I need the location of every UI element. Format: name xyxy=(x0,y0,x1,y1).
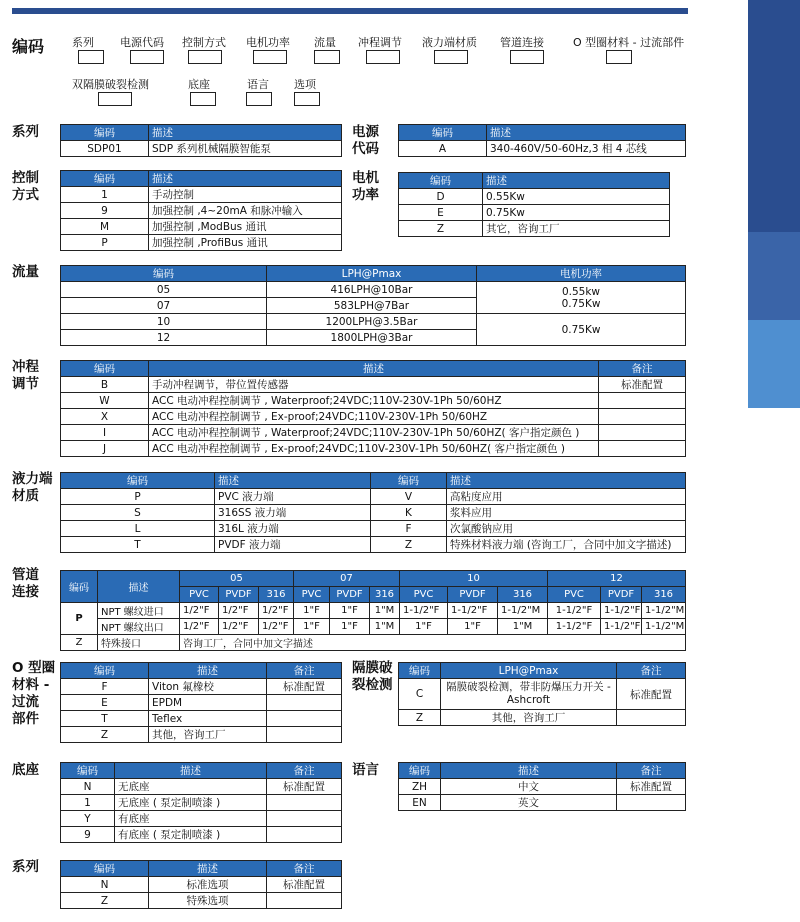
language-table xyxy=(398,762,686,811)
note-cell xyxy=(267,827,342,843)
code-cell: X xyxy=(61,409,149,425)
flow-rate-cell: 1200LPH@3.5Bar xyxy=(267,314,477,330)
option-label-flow: 流量 xyxy=(314,36,336,49)
sub-header-cell: PVC xyxy=(294,587,330,603)
header-cell: 描述 xyxy=(98,571,180,603)
table-row xyxy=(399,221,670,237)
table-row xyxy=(61,795,342,811)
code-cell: ZH xyxy=(399,779,441,795)
table-row xyxy=(61,377,686,393)
desc-cell: 其他，咨询工厂 xyxy=(149,727,267,743)
code-cell: L xyxy=(61,521,215,537)
table-row xyxy=(61,282,686,298)
note-cell xyxy=(599,393,686,409)
value-cell: 1-1/2"M xyxy=(642,603,686,619)
note-cell: 标准配置 xyxy=(617,779,686,795)
code-cell: M xyxy=(61,219,149,235)
motor-table xyxy=(398,172,670,237)
header-cell: 描述 xyxy=(149,171,342,187)
table-row xyxy=(61,679,342,695)
desc-cell: SDP 系列机械隔膜智能泵 xyxy=(149,141,342,157)
code-cell: P xyxy=(61,235,149,251)
table-row xyxy=(61,727,342,743)
table-header-row xyxy=(399,663,686,679)
code-cell: 07 xyxy=(61,298,267,314)
option-box-stroke[interactable] xyxy=(366,50,400,64)
table-row xyxy=(399,189,670,205)
desc-cell: 0.75Kw xyxy=(483,205,670,221)
code-cell: Z xyxy=(399,221,483,237)
table-row xyxy=(61,314,686,330)
header-cell: 编码 xyxy=(61,663,149,679)
desc-cell: 无底座 xyxy=(115,779,267,795)
motor-power-cell: 0.75Kw xyxy=(477,314,686,346)
option-box-diaphragm[interactable] xyxy=(98,92,132,106)
desc-cell: 特殊接口 xyxy=(98,635,180,651)
desc-cell: 特殊材料液力端 (咨询工厂，合同中加文字描述) xyxy=(447,537,686,553)
flow-table xyxy=(60,265,686,346)
sub-header-cell: PVDF xyxy=(448,587,498,603)
desc-cell: 有底座 ( 泵定制喷漆 ) xyxy=(115,827,267,843)
group-header-cell: 10 xyxy=(400,571,548,587)
desc-cell: 其他，咨询工厂 xyxy=(441,710,617,726)
top-accent-bar xyxy=(12,8,688,14)
value-cell: 1-1/2"F xyxy=(448,603,498,619)
material-table xyxy=(60,472,686,553)
option-box-series[interactable] xyxy=(78,50,104,64)
option-label-stroke: 冲程调节 xyxy=(358,36,402,49)
header-cell: 编码 xyxy=(61,125,149,141)
header-cell: 编码 xyxy=(61,361,149,377)
note-cell: 标准配置 xyxy=(617,679,686,710)
header-cell: 编码 xyxy=(61,171,149,187)
note-cell: 标准配置 xyxy=(267,779,342,795)
header-cell: 描述 xyxy=(149,861,267,877)
group-header-cell: 07 xyxy=(294,571,400,587)
desc-cell: EPDM xyxy=(149,695,267,711)
base-table xyxy=(60,762,342,843)
code-cell: 9 xyxy=(61,827,115,843)
header-cell: 描述 xyxy=(215,473,371,489)
value-cell: 1/2"F xyxy=(180,603,219,619)
note-cell: 标准配置 xyxy=(599,377,686,393)
value-cell: 1"F xyxy=(448,619,498,635)
code-cell: 1 xyxy=(61,795,115,811)
header-cell: 备注 xyxy=(267,663,342,679)
table-row xyxy=(61,877,342,893)
section-title-pipe: 管道 连接 xyxy=(12,567,39,600)
power-table xyxy=(398,124,686,157)
header-cell: 描述 xyxy=(447,473,686,489)
note-cell: 咨询工厂，合同中加文字描述 xyxy=(180,635,686,651)
header-cell: 备注 xyxy=(617,763,686,779)
option-box-power[interactable] xyxy=(130,50,164,64)
code-cell: C xyxy=(399,679,441,710)
table-row xyxy=(61,505,686,521)
note-cell xyxy=(267,893,342,909)
option-box-base[interactable] xyxy=(190,92,216,106)
desc-cell: 加强控制 ,ModBus 通讯 xyxy=(149,219,342,235)
code-cell: T xyxy=(61,537,215,553)
code-cell: I xyxy=(61,425,149,441)
option-label-oring: O 型圈材料 - 过流部件 xyxy=(573,36,685,49)
value-cell: 1"F xyxy=(294,603,330,619)
option-label-language: 语言 xyxy=(247,78,269,91)
desc-cell: ACC 电动冲程控制调节 , Ex-proof;24VDC;110V-230V-1Ph 50/60HZ xyxy=(149,409,599,425)
value-cell: 1"F xyxy=(330,619,370,635)
option-label-base: 底座 xyxy=(188,78,210,91)
code-cell: 9 xyxy=(61,203,149,219)
section-title-control: 控制 方式 xyxy=(12,170,39,203)
motor-power-cell xyxy=(477,282,686,314)
table-row xyxy=(61,235,342,251)
table-row xyxy=(61,187,342,203)
option-label-control: 控制方式 xyxy=(182,36,226,49)
sub-header-cell: PVDF xyxy=(601,587,642,603)
table-header-row xyxy=(61,266,686,282)
header-cell: LPH@Pmax xyxy=(267,266,477,282)
table-row xyxy=(61,619,686,635)
motor-power-value: 0.55kw xyxy=(561,285,601,298)
option-box-flow[interactable] xyxy=(314,50,340,64)
desc-cell: 中文 xyxy=(441,779,617,795)
table-row xyxy=(61,695,342,711)
desc-cell: 有底座 xyxy=(115,811,267,827)
desc-cell: NPT 螺纹出口 xyxy=(98,619,180,635)
code-cell: K xyxy=(371,505,447,521)
value-cell: 1-1/2"F xyxy=(548,603,601,619)
diaphragm-table xyxy=(398,662,686,726)
sub-header-cell: 316 xyxy=(642,587,686,603)
value-cell: 1"M xyxy=(370,619,400,635)
code-cell: E xyxy=(399,205,483,221)
note-cell xyxy=(599,425,686,441)
code-cell: V xyxy=(371,489,447,505)
table-row xyxy=(61,779,342,795)
note-cell xyxy=(267,711,342,727)
value-cell: 1-1/2"M xyxy=(498,603,548,619)
series-table xyxy=(60,124,342,157)
desc-cell: 316SS 液力端 xyxy=(215,505,371,521)
table-header-row xyxy=(61,663,342,679)
table-row xyxy=(61,489,686,505)
section-title-flow: 流量 xyxy=(12,264,39,280)
header-cell: 编码 xyxy=(399,125,487,141)
desc-cell: ACC 电动冲程控制调节 , Waterproof;24VDC;110V-230V-1Ph 50/60HZ( 客户指定颜色 ) xyxy=(149,425,599,441)
code-cell: EN xyxy=(399,795,441,811)
table-header-row xyxy=(61,571,686,587)
note-cell xyxy=(267,727,342,743)
option-box-control[interactable] xyxy=(188,50,222,64)
table-row xyxy=(399,205,670,221)
header-cell: 编码 xyxy=(371,473,447,489)
table-header-row xyxy=(399,173,670,189)
table-row xyxy=(399,141,686,157)
value-cell: 1/2"F xyxy=(180,619,219,635)
header-cell: 编码 xyxy=(61,861,149,877)
note-cell: 标准配置 xyxy=(267,877,342,893)
desc-cell: 无底座 ( 泵定制喷漆 ) xyxy=(115,795,267,811)
note-cell xyxy=(267,811,342,827)
pipe-table xyxy=(60,570,686,651)
sub-header-cell: 316 xyxy=(259,587,294,603)
sub-header-cell: 316 xyxy=(370,587,400,603)
header-cell: 描述 xyxy=(149,663,267,679)
note-cell: 标准配置 xyxy=(267,679,342,695)
code-cell: P xyxy=(61,489,215,505)
flow-rate-cell: 416LPH@10Bar xyxy=(267,282,477,298)
side-accent-block-dark xyxy=(748,0,800,232)
table-row xyxy=(399,710,686,726)
option-label-motor: 电机功率 xyxy=(246,36,290,49)
table-row xyxy=(61,521,686,537)
option-box-motor[interactable] xyxy=(253,50,287,64)
note-cell xyxy=(267,695,342,711)
header-cell: 备注 xyxy=(267,763,342,779)
table-row xyxy=(61,893,342,909)
value-cell: 1/2"F xyxy=(219,619,259,635)
table-row xyxy=(61,711,342,727)
desc-cell: 手动冲程调节，带位置传感器 xyxy=(149,377,599,393)
header-cell: 备注 xyxy=(267,861,342,877)
desc-cell: 其它，咨询工厂 xyxy=(483,221,670,237)
header-cell: 编码 xyxy=(399,763,441,779)
option-label-power: 电源代码 xyxy=(120,36,164,49)
sub-header-cell: PVC xyxy=(400,587,448,603)
table-row xyxy=(61,141,342,157)
header-cell: 备注 xyxy=(599,361,686,377)
value-cell: 1"M xyxy=(498,619,548,635)
note-cell xyxy=(617,710,686,726)
sub-header-cell: PVDF xyxy=(330,587,370,603)
section-title-stroke: 冲程 调节 xyxy=(12,359,39,392)
flow-rate-cell: 583LPH@7Bar xyxy=(267,298,477,314)
table-row xyxy=(61,635,686,651)
desc-cell: NPT 螺纹进口 xyxy=(98,603,180,619)
code-cell: 1 xyxy=(61,187,149,203)
header-cell: LPH@Pmax xyxy=(441,663,617,679)
code-cell: S xyxy=(61,505,215,521)
code-cell: N xyxy=(61,877,149,893)
option-label-options: 选项 xyxy=(294,78,316,91)
stroke-table xyxy=(60,360,686,457)
option-box-material[interactable] xyxy=(434,50,468,64)
table-row xyxy=(61,811,342,827)
header-cell: 编码 xyxy=(61,473,215,489)
option-label-diaphragm: 双隔膜破裂检测 xyxy=(72,78,149,91)
header-cell: 备注 xyxy=(617,663,686,679)
table-header-row xyxy=(61,861,342,877)
option-label-series: 系列 xyxy=(72,36,94,49)
option-label-pipe: 管道连接 xyxy=(500,36,544,49)
option-label-material: 液力端材质 xyxy=(422,36,477,49)
value-cell: 1-1/2"M xyxy=(642,619,686,635)
value-cell: 1-1/2"F xyxy=(601,619,642,635)
section-title-options: 系列 xyxy=(12,859,39,875)
code-cell: 05 xyxy=(61,282,267,298)
header-cell: 编码 xyxy=(61,266,267,282)
desc-cell: PVC 液力端 xyxy=(215,489,371,505)
section-title-power: 电源 代码 xyxy=(352,124,379,157)
code-cell: Z xyxy=(399,710,441,726)
code-cell: E xyxy=(61,695,149,711)
motor-power-value: 0.75Kw xyxy=(561,297,601,310)
table-row xyxy=(61,425,686,441)
code-cell: Y xyxy=(61,811,115,827)
header-cell: 编码 xyxy=(61,571,98,603)
code-cell: W xyxy=(61,393,149,409)
table-header-row xyxy=(61,473,686,489)
table-header-row xyxy=(399,763,686,779)
note-cell xyxy=(599,409,686,425)
side-accent-block-mid xyxy=(748,232,800,320)
header-cell: 编码 xyxy=(399,173,483,189)
code-label: 编码 xyxy=(12,37,45,56)
section-title-motor: 电机 功率 xyxy=(352,170,379,203)
desc-cell: 加强控制 ,ProfiBus 通讯 xyxy=(149,235,342,251)
desc-cell: 加强控制 ,4~20mA 和脉冲输入 xyxy=(149,203,342,219)
value-cell: 1-1/2"F xyxy=(400,603,448,619)
sub-header-cell: PVC xyxy=(548,587,601,603)
section-title-oring: O 型圈 材料 - 过流 部件 xyxy=(12,660,56,727)
code-cell: J xyxy=(61,441,149,457)
header-cell: 描述 xyxy=(115,763,267,779)
section-title-language: 语言 xyxy=(352,762,379,778)
option-box-pipe[interactable] xyxy=(510,50,544,64)
options-table xyxy=(60,860,342,909)
note-cell xyxy=(267,795,342,811)
header-cell: 电机功率 xyxy=(477,266,686,282)
code-cell: F xyxy=(61,679,149,695)
header-cell: 编码 xyxy=(399,663,441,679)
control-table xyxy=(60,170,342,251)
option-box-language[interactable] xyxy=(246,92,272,106)
value-cell: 1-1/2"F xyxy=(548,619,601,635)
table-row xyxy=(61,409,686,425)
desc-cell: 316L 液力端 xyxy=(215,521,371,537)
table-row xyxy=(399,795,686,811)
table-header-row xyxy=(61,361,686,377)
code-cell: SDP01 xyxy=(61,141,149,157)
desc-cell: 次氯酸钠应用 xyxy=(447,521,686,537)
value-cell: 1"F xyxy=(330,603,370,619)
table-row xyxy=(61,219,342,235)
value-cell: 1"F xyxy=(294,619,330,635)
table-row xyxy=(399,779,686,795)
value-cell: 1/2"F xyxy=(219,603,259,619)
code-cell: 10 xyxy=(61,314,267,330)
desc-cell: Viton 氟橡校 xyxy=(149,679,267,695)
desc-cell: 英文 xyxy=(441,795,617,811)
header-cell: 描述 xyxy=(149,125,342,141)
code-cell: Z xyxy=(61,635,98,651)
section-title-material: 液力端 材质 xyxy=(12,471,53,504)
table-header-row xyxy=(61,171,342,187)
code-cell: F xyxy=(371,521,447,537)
code-cell: B xyxy=(61,377,149,393)
code-cell: P xyxy=(61,603,98,635)
group-header-cell: 12 xyxy=(548,571,686,587)
header-cell: 描述 xyxy=(149,361,599,377)
desc-cell: ACC 电动冲程控制调节 , Ex-proof;24VDC;110V-230V-1Ph 50/60HZ( 客户指定颜色 ) xyxy=(149,441,599,457)
code-cell: Z xyxy=(61,727,149,743)
value-cell: 1"M xyxy=(370,603,400,619)
table-row xyxy=(399,679,686,710)
code-cell: T xyxy=(61,711,149,727)
desc-cell: 浆料应用 xyxy=(447,505,686,521)
desc-cell: 高粘度应用 xyxy=(447,489,686,505)
desc-cell: 手动控制 xyxy=(149,187,342,203)
desc-cell: 隔膜破裂检测，带非防爆压力开关 -Ashcroft xyxy=(441,679,617,710)
oring-table xyxy=(60,662,342,743)
desc-cell: ACC 电动冲程控制调节 , Waterproof;24VDC;110V-230V-1Ph 50/60HZ xyxy=(149,393,599,409)
code-cell: 12 xyxy=(61,330,267,346)
header-cell: 编码 xyxy=(61,763,115,779)
table-row xyxy=(61,827,342,843)
section-title-base: 底座 xyxy=(12,762,39,778)
header-cell: 描述 xyxy=(487,125,686,141)
flow-rate-cell: 1800LPH@3Bar xyxy=(267,330,477,346)
table-header-row xyxy=(399,125,686,141)
desc-cell: 340-460V/50-60Hz,3 相 4 芯线 xyxy=(487,141,686,157)
header-cell: 描述 xyxy=(483,173,670,189)
note-cell xyxy=(599,441,686,457)
code-cell: D xyxy=(399,189,483,205)
table-header-row xyxy=(61,763,342,779)
value-cell: 1/2"F xyxy=(259,619,294,635)
table-header-row xyxy=(61,125,342,141)
value-cell: 1"F xyxy=(400,619,448,635)
section-title-diaphragm: 隔膜破 裂检测 xyxy=(352,660,393,693)
table-row xyxy=(61,441,686,457)
side-accent-block-light xyxy=(748,320,800,408)
option-box-oring[interactable] xyxy=(606,50,632,64)
sub-header-cell: PVDF xyxy=(219,587,259,603)
desc-cell: 0.55Kw xyxy=(483,189,670,205)
code-cell: Z xyxy=(371,537,447,553)
desc-cell: 标准选项 xyxy=(149,877,267,893)
header-cell: 描述 xyxy=(441,763,617,779)
section-title-series: 系列 xyxy=(12,124,39,140)
desc-cell: 特殊选项 xyxy=(149,893,267,909)
table-row xyxy=(61,537,686,553)
option-box-options[interactable] xyxy=(294,92,320,106)
sub-header-cell: 316 xyxy=(498,587,548,603)
table-row xyxy=(61,603,686,619)
desc-cell: PVDF 液力端 xyxy=(215,537,371,553)
code-cell: N xyxy=(61,779,115,795)
code-cell: Z xyxy=(61,893,149,909)
group-header-cell: 05 xyxy=(180,571,294,587)
desc-cell: Teflex xyxy=(149,711,267,727)
value-cell: 1-1/2"F xyxy=(601,603,642,619)
table-row xyxy=(61,393,686,409)
value-cell: 1/2"F xyxy=(259,603,294,619)
code-cell: A xyxy=(399,141,487,157)
table-row xyxy=(61,203,342,219)
sub-header-cell: PVC xyxy=(180,587,219,603)
note-cell xyxy=(617,795,686,811)
